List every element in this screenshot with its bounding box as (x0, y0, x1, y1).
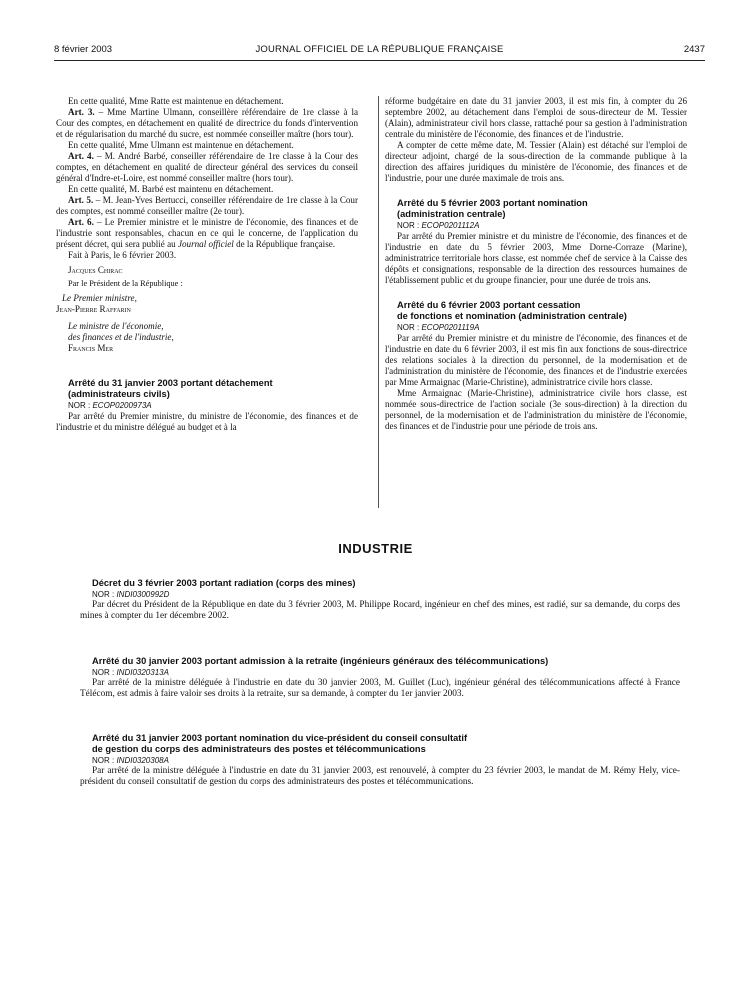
paragraph: A compter de cette même date, M. Tessier (Alain) est détaché sur l'emploi de directeur adjoint, chargé de la sous-direction de la commande publique à la direction des affaires juridiques du ministère de l'économie, des finances et de l'industrie, pour une durée maximale de trois ans. (385, 140, 687, 183)
paragraph: Par arrêté de la ministre déléguée à l'industrie en date du 31 janvier 2003, est renouvelé, à compter du 23 février 2003, le mandat de M. Rémy Hely, vice-président du conseil consultatif de gestion du corps des administrateurs des postes et télécommunications. (80, 766, 680, 787)
minister-title-1: Le ministre de l'économie, (68, 321, 164, 331)
decree-subtitle: de fonctions et nomination (administration centrale) (397, 311, 627, 321)
section-heading: INDUSTRIE (338, 541, 413, 556)
running-header (54, 44, 705, 58)
decree-subtitle: de gestion du corps des administrateurs des postes et télécommunications (92, 744, 426, 754)
decree-title: Arrêté du 6 février 2003 portant cessation (397, 300, 581, 310)
minister-name: Francis Mer (68, 343, 114, 353)
paragraph: Par décret du Président de la République en date du 3 février 2003, M. Philippe Rocard, ingénieur en chef des mines, est radié, sur sa demande, du corps des mines à compter du 1er décembre 2002. (80, 600, 680, 621)
paragraph: Par arrêté de la ministre déléguée à l'industrie en date du 30 janvier 2003, M. Guillet (Luc), ingénieur général des télécommunications affecté à France Télécom, est admis à faire valoir ses droits à la retraite, sur sa demande, à compter du 1er janvier 2003. (80, 678, 680, 699)
article-label: Art. 5. (68, 195, 94, 205)
paragraph: réforme budgétaire en date du 31 janvier 2003, il est mis fin, à compter du 26 septembre 2002, au détachement dans l'emploi de sous-directeur de M. Tessier (Alain), administrateur civil hors classe, rattaché pour sa gestion à l'administration centrale du ministère de l'économie, des finances et de l'industrie. (385, 96, 687, 139)
article-label: Art. 6. (68, 217, 94, 227)
issue-date: 8 février 2003 (54, 44, 113, 55)
paragraph: En cette qualité, Mme Ratte est maintenue en détachement. (68, 96, 284, 106)
done-at: Fait à Paris, le 6 février 2003. (68, 250, 177, 260)
decree-title: Arrêté du 30 janvier 2003 portant admission à la retraite (ingénieurs généraux des télécommunications) (92, 656, 549, 666)
article-6: Art. 6. – Le Premier ministre et le ministre de l'économie, des finances et de l'industrie sont responsables, chacun en ce qui le concerne, de l'application du présent décret, qui sera publié au Journal officiel de la République française. (56, 217, 359, 249)
paragraph: En cette qualité, M. Barbé est maintenu en détachement. (68, 184, 274, 194)
paragraph: Par arrêté du Premier ministre, du ministre de l'économie, des finances et de l'industrie et du ministre délégué au budget et à la (56, 411, 358, 432)
decree-subtitle: (administration centrale) (397, 209, 506, 219)
by-president: Par le Président de la République : (68, 279, 183, 288)
pm-title: Le Premier ministre, (62, 293, 137, 303)
pm-name: Jean-Pierre Raffarin (56, 304, 131, 314)
nor-reference: NOR : INDI0300992D (92, 590, 170, 599)
nor-reference: NOR : INDI0320308A (92, 756, 169, 765)
column-divider (378, 96, 379, 508)
paragraph: Par arrêté du Premier ministre et du ministre de l'économie, des finances et de l'industrie en date du 5 février 2003, Mme Dorne-Corraze (Marine), administratrice territoriale hors classe, est nommée chef de service à la Caisse des dépôts et consignations, responsable de la direction des ressources humaines de l'établissement public et du groupe financier, pour une durée de trois ans. (385, 231, 687, 285)
nor-reference: NOR : ECOP0200973A (68, 401, 152, 410)
nor-reference: NOR : INDI0320313A (92, 668, 169, 677)
paragraph: Par arrêté du Premier ministre et du ministre de l'économie, des finances et de l'industrie en date du 6 février 2003, il est mis fin aux fonctions de sous-directrice des relations sociales à la direction du personnel, de la modernisation et de l'administration du ministère de l'économie, des finances et de l'industrie exercées par Mme Armaignac (Marie-Christine), administratrice civile hors classe. (385, 333, 687, 387)
decree-title: Décret du 3 février 2003 portant radiation (corps des mines) (92, 578, 356, 588)
minister-title-2: des finances et de l'industrie, (68, 332, 174, 342)
nor-reference: NOR : ECOP0201112A (397, 221, 480, 230)
industrie-arrete-2 (80, 733, 680, 788)
page-number: 2437 (683, 44, 705, 55)
decree-subtitle: (administrateurs civils) (68, 389, 170, 399)
article-label: Art. 3. (68, 107, 95, 117)
article-label: Art. 4. (68, 151, 94, 161)
paragraph: En cette qualité, Mme Ulmann est maintenue en détachement. (68, 140, 294, 150)
signature-president: Jacques Chirac (68, 265, 123, 275)
journal-title: JOURNAL OFFICIEL DE LA RÉPUBLIQUE FRANÇAISE (255, 44, 504, 55)
article-4: Art. 4. – M. André Barbé, conseiller référendaire de 1re classe à la Cour des comptes, en détachement en qualité de directeur général des services du conseil général d'Indre-et-Loire, est nommé conseiller maître (hors tour). (56, 151, 358, 183)
industrie-arrete-1 (80, 656, 680, 700)
article-3: Art. 3. – Mme Martine Ulmann, conseillère référendaire de 1re classe à la Cour des comptes, en détachement en qualité de directrice du fonds d'intervention et de régularisation du marché du sucre, est nommée conseiller maître (hors tour). (56, 107, 359, 139)
decree-title: Arrêté du 31 janvier 2003 portant nomination du vice-président du conseil consultatif (92, 733, 468, 743)
industrie-decree-1 (80, 578, 680, 622)
paragraph: Mme Armaignac (Marie-Christine), administratrice civile hors classe, est nommée sous-directrice de l'action sociale (3e sous-direction) à la direction du personnel, de la modernisation et de l'administration du ministère de l'économie, des finances et de l'industrie pour une période de trois ans. (385, 388, 687, 431)
article-5: Art. 5. – M. Jean-Yves Bertucci, conseiller référendaire de 1re classe à la Cour des comptes, est nommé conseiller maître (2e tour). (56, 195, 359, 216)
nor-reference: NOR : ECOP0201119A (397, 323, 480, 332)
right-column (385, 96, 687, 432)
decree-title: Arrêté du 5 février 2003 portant nomination (397, 198, 588, 208)
header-rule (54, 60, 705, 61)
decree-title: Arrêté du 31 janvier 2003 portant détachement (68, 378, 273, 388)
left-column (56, 96, 358, 433)
